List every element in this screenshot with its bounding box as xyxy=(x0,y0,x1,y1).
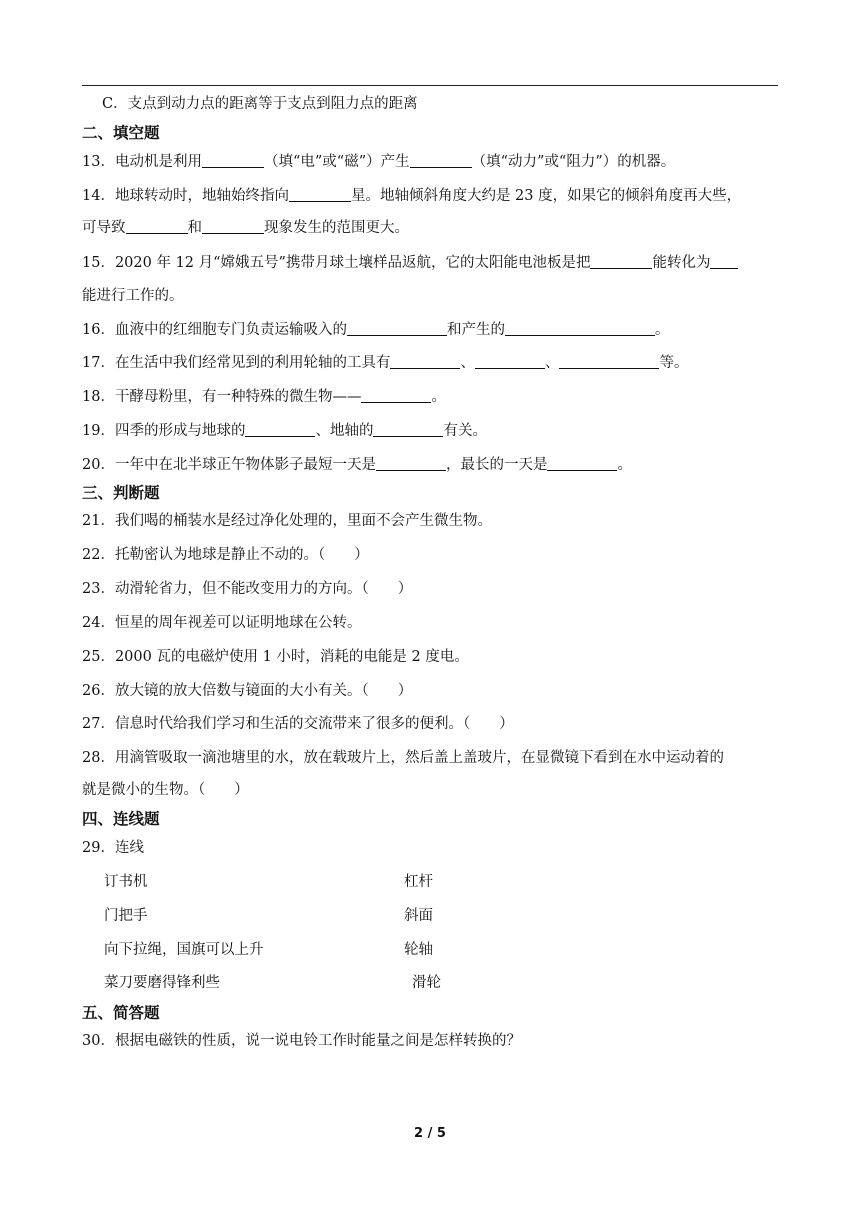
q14-text-d: 和 xyxy=(187,220,202,236)
question-13 xyxy=(82,152,675,172)
q17-text-a: 17．在生活中我们经常见到的利用轮轴的工具有 xyxy=(82,355,391,371)
question-28-line-2: 就是微小的生物。（ ） xyxy=(82,782,249,798)
q16-text-a: 16．血液中的红细胞专门负责运输吸入的 xyxy=(82,322,347,338)
section-short-heading: 五、简答题 xyxy=(82,1004,160,1022)
q20-text-c: 。 xyxy=(617,457,632,473)
q19-text-b: 、地轴的 xyxy=(315,423,374,439)
top-rule xyxy=(82,85,778,86)
question-14-line-1 xyxy=(82,186,741,206)
q14-text-b: 星。地轴倾斜角度大约是 23 度，如果它的倾斜角度再大些， xyxy=(350,188,742,204)
question-22: 22．托勒密认为地球是静止不动的。（ ） xyxy=(82,547,369,563)
q14-text-c: 可导致 xyxy=(82,220,126,236)
answer-blank[interactable] xyxy=(289,187,351,202)
match-left-item: 订书机 xyxy=(104,874,148,890)
question-27: 27．信息时代给我们学习和生活的交流带来了很多的便利。（ ） xyxy=(82,716,514,732)
question-23: 23．动滑轮省力，但不能改变用力的方向。（ ） xyxy=(82,581,413,597)
q17-text-c: 、 xyxy=(544,355,560,371)
q13-text-b: （填“电”或“磁”）产生 xyxy=(263,154,410,170)
answer-blank[interactable] xyxy=(376,456,446,471)
answer-blank[interactable] xyxy=(710,254,738,269)
q16-text-c: 。 xyxy=(654,322,670,338)
question-24: 24．恒星的周年视差可以证明地球在公转。 xyxy=(82,615,362,631)
question-28-line-1: 28．用滴管吸取一滴池塘里的水，放在载玻片上，然后盖上盖玻片，在显微镜下看到在水中运动着的 xyxy=(82,750,724,766)
question-19 xyxy=(82,421,487,441)
answer-blank[interactable] xyxy=(202,219,264,234)
question-29-stem: 29．连线 xyxy=(82,840,144,856)
match-right-item: 轮轴 xyxy=(404,942,433,958)
match-left-item: 向下拉绳，国旗可以上升 xyxy=(104,942,264,958)
q20-text-a: 20．一年中在北半球正午物体影子最短一天是 xyxy=(82,457,376,473)
answer-blank[interactable] xyxy=(245,422,315,437)
q14-text-e: 现象发生的范围更大。 xyxy=(264,220,409,236)
page-number: 2 / 5 xyxy=(414,1126,446,1141)
match-right-item: 杠杆 xyxy=(404,874,433,890)
q17-text-d: 等。 xyxy=(659,355,689,371)
question-14-line-2 xyxy=(82,218,409,238)
section-judge-heading: 三、判断题 xyxy=(82,484,160,502)
question-17 xyxy=(82,353,688,373)
question-25: 25．2000 瓦的电磁炉使用 1 小时，消耗的电能是 2 度电。 xyxy=(82,649,469,665)
question-15-line-2: 能进行工作的。 xyxy=(82,288,184,304)
q19-text-a: 19．四季的形成与地球的 xyxy=(82,423,246,439)
q15-text-b: 能转化为 xyxy=(652,255,711,271)
answer-blank[interactable] xyxy=(559,354,659,369)
match-right-item: 斜面 xyxy=(404,908,433,924)
answer-blank[interactable] xyxy=(361,388,431,403)
answer-blank[interactable] xyxy=(505,321,655,336)
answer-blank[interactable] xyxy=(390,354,460,369)
q13-text-c: （填“动力”或“阻力”）的机器。 xyxy=(471,154,676,170)
question-15-line-1 xyxy=(82,253,738,273)
answer-blank[interactable] xyxy=(347,321,447,336)
question-26: 26．放大镜的放大倍数与镜面的大小有关。（ ） xyxy=(82,683,413,699)
match-right-item: 滑轮 xyxy=(412,975,441,991)
answer-blank[interactable] xyxy=(475,354,545,369)
section-fill-heading: 二、填空题 xyxy=(82,124,160,142)
answer-blank[interactable] xyxy=(373,422,443,437)
q13-text-a: 13．电动机是利用 xyxy=(82,154,202,170)
answer-blank[interactable] xyxy=(126,219,188,234)
answer-blank[interactable] xyxy=(202,153,264,168)
q18-text-b: 。 xyxy=(431,389,446,405)
option-c: C．支点到动力点的距离等于支点到阻力点的距离 xyxy=(102,96,418,112)
q17-text-b: 、 xyxy=(460,355,475,371)
question-20 xyxy=(82,455,632,475)
question-21: 21．我们喝的桶装水是经过净化处理的，里面不会产生微生物。 xyxy=(82,513,492,529)
q15-text-a: 15．2020 年 12 月“嫦娥五号”携带月球土壤样品返航，它的太阳能电池板是把 xyxy=(82,255,591,271)
question-16 xyxy=(82,320,669,340)
q20-text-b: ，最长的一天是 xyxy=(445,457,548,473)
question-18 xyxy=(82,387,446,407)
answer-blank[interactable] xyxy=(547,456,617,471)
q16-text-b: 和产生的 xyxy=(446,322,505,338)
answer-blank[interactable] xyxy=(590,254,652,269)
answer-blank[interactable] xyxy=(410,153,472,168)
question-30: 30．根据电磁铁的性质，说一说电铃工作时能量之间是怎样转换的？ xyxy=(82,1033,521,1049)
q18-text-a: 18．干酵母粉里，有一种特殊的微生物—— xyxy=(82,389,362,405)
q14-text-a: 14．地球转动时，地轴始终指向 xyxy=(82,188,289,204)
q19-text-c: 有关。 xyxy=(443,423,487,439)
match-left-item: 门把手 xyxy=(104,908,148,924)
match-left-item: 菜刀要磨得锋利些 xyxy=(104,975,220,991)
section-match-heading: 四、连线题 xyxy=(82,810,160,828)
